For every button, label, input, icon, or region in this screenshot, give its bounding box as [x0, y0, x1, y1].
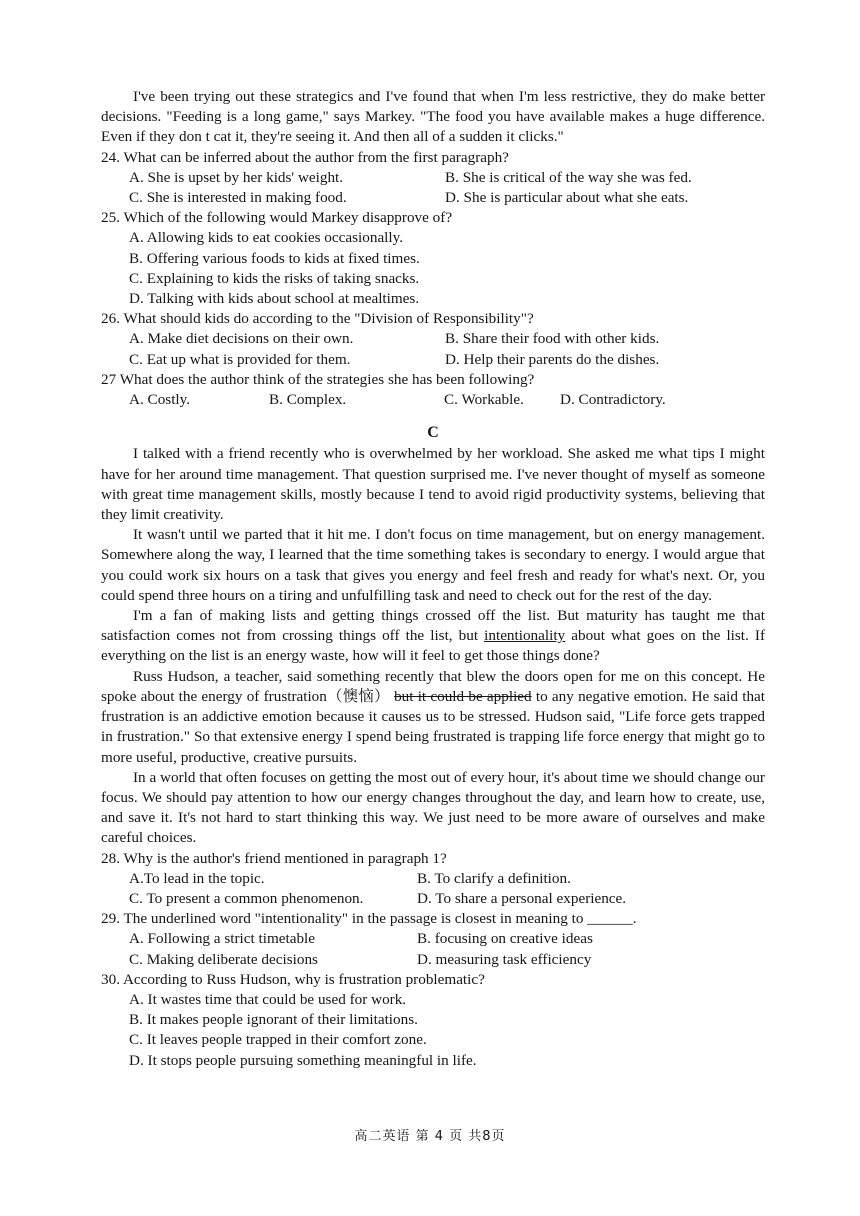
- option-a: A. It wastes time that could be used for work.: [129, 990, 407, 1008]
- question-stem: 30. According to Russ Hudson, why is frustration problematic?: [101, 970, 485, 988]
- passage-c-paragraph-1: I talked with a friend recently who is overwhelmed by her workload. She asked me what tips I might have for her around time management. That question surprised me. I've never thought of myself as someone with great time management skills, mostly because I tend to avoid rigid productivity systems, believing that they limit creativity.: [101, 445, 765, 524]
- option-d: D. Talking with kids about school at mealtimes.: [129, 290, 420, 308]
- option-b: B. Complex.: [269, 391, 347, 409]
- options-grid: [101, 869, 765, 909]
- paragraph-text: to any negative emotion. He said that frustration is an addictive emotion because it causes us to be stressed. Hudson said, "Life force gets trapped in frustration." So that extensive energy I spend being frustrated is trapping life force energy that might go to more useful, productive, creative pursuits.: [101, 687, 765, 766]
- options-grid: [101, 329, 765, 369]
- option-b: B. focusing on creative ideas: [417, 930, 593, 948]
- question-stem: 29. The underlined word "intentionality" in the passage is closest in meaning to ______.: [101, 910, 637, 928]
- option-a: A. Following a strict timetable: [129, 930, 316, 948]
- option-a: A. Costly.: [129, 391, 191, 409]
- options-grid: [101, 929, 765, 969]
- option-c: C. Eat up what is provided for them.: [129, 350, 351, 368]
- page-footer: 高二英语 第 4 页 共8页: [354, 1129, 506, 1144]
- option-d: D. Help their parents do the dishes.: [445, 350, 660, 368]
- passage-c-paragraph-4: [101, 667, 765, 768]
- option-b: B. To clarify a definition.: [417, 869, 571, 887]
- option-a: A. Allowing kids to eat cookies occasionally.: [129, 229, 404, 247]
- options-row: [101, 390, 765, 410]
- question-28: [101, 849, 765, 910]
- question-24: [101, 148, 765, 209]
- question-stem: 26. What should kids do according to the "Division of Responsibility"?: [101, 310, 534, 328]
- question-stem: 28. Why is the author's friend mentioned in paragraph 1?: [101, 849, 447, 867]
- option-b: B. She is critical of the way she was fed.: [445, 168, 692, 186]
- paragraph-text: about what goes on the list. If everything on the list is an energy waste, how will it feel to get those things done?: [101, 627, 765, 665]
- option-a: A. She is upset by her kids' weight.: [129, 168, 344, 186]
- option-a: A. Make diet decisions on their own.: [129, 330, 354, 348]
- question-stem: 24. What can be inferred about the author from the first paragraph?: [101, 148, 509, 166]
- question-stem: 27 What does the author think of the strategies she has been following?: [101, 370, 535, 388]
- option-c: C. Making deliberate decisions: [129, 950, 318, 968]
- passage-c-paragraph-2: It wasn't until we parted that it hit me. I don't focus on time management, but on energy management. Somewhere along the way, I learned that the time something takes is secondary to energy. I would argue that you could work six hours on a task that gives you energy and feel fresh and ready for what's next. Or, you could spend three hours on a tiring and unfulfilling task and need to check out for the rest of the day.: [101, 526, 765, 604]
- options-grid: [101, 168, 765, 208]
- option-d: D. She is particular about what she eats.: [445, 189, 689, 207]
- passage-c-paragraph-3: [101, 606, 765, 667]
- question-30: [101, 970, 765, 1071]
- option-c: C. Workable.: [444, 391, 524, 409]
- passage-b-ending-paragraph: I've been trying out these strategics and I've found that when I'm less restrictive, they do make better decisions. "Feeding is a long game," says Markey. "The food you have available makes a huge difference. Even if they don t cat it, they're seeing it. And then all of a sudden it clicks.": [101, 88, 765, 146]
- question-27: [101, 370, 765, 410]
- underlined-word: intentionality: [484, 627, 566, 645]
- option-c: C. To present a common phenomenon.: [129, 889, 364, 907]
- page-content: [101, 87, 765, 1071]
- struck-text: but it could be applied: [394, 687, 532, 705]
- option-d: D. Contradictory.: [560, 391, 666, 409]
- question-25: [101, 208, 765, 309]
- option-c: C. It leaves people trapped in their comfort zone.: [129, 1031, 427, 1049]
- question-stem: 25. Which of the following would Markey disapprove of?: [101, 209, 453, 227]
- option-c: C. She is interested in making food.: [129, 189, 347, 207]
- paragraph-text: I'm a fan of making lists and getting things crossed off the list. But maturity has taught me that satisfaction comes not from crossing things off the list, but: [101, 607, 765, 645]
- option-b: B. Offering various foods to kids at fixed times.: [129, 249, 420, 267]
- option-d: D. It stops people pursuing something meaningful in life.: [129, 1051, 477, 1069]
- option-d: D. measuring task efficiency: [417, 950, 592, 968]
- option-c: C. Explaining to kids the risks of taking snacks.: [129, 269, 420, 287]
- option-a: A.To lead in the topic.: [129, 869, 265, 887]
- passage-c-paragraph-5: In a world that often focuses on getting the most out of every hour, it's about time we should change our focus. We should pay attention to how our energy changes throughout the day, and learn how to create, use, and save it. It's not hard to start thinking this way. We just need to be more aware of ourselves and make careful choices.: [101, 768, 765, 847]
- option-b: B. Share their food with other kids.: [445, 330, 660, 348]
- option-b: B. It makes people ignorant of their limitations.: [129, 1011, 418, 1029]
- question-29: [101, 909, 765, 970]
- option-d: D. To share a personal experience.: [417, 889, 627, 907]
- question-26: [101, 309, 765, 370]
- paragraph-text: Russ Hudson, a teacher, said something recently that blew the doors open for me on this concept. He spoke about the energy of frustration（懊恼）: [101, 667, 765, 705]
- section-heading: C: [427, 424, 439, 442]
